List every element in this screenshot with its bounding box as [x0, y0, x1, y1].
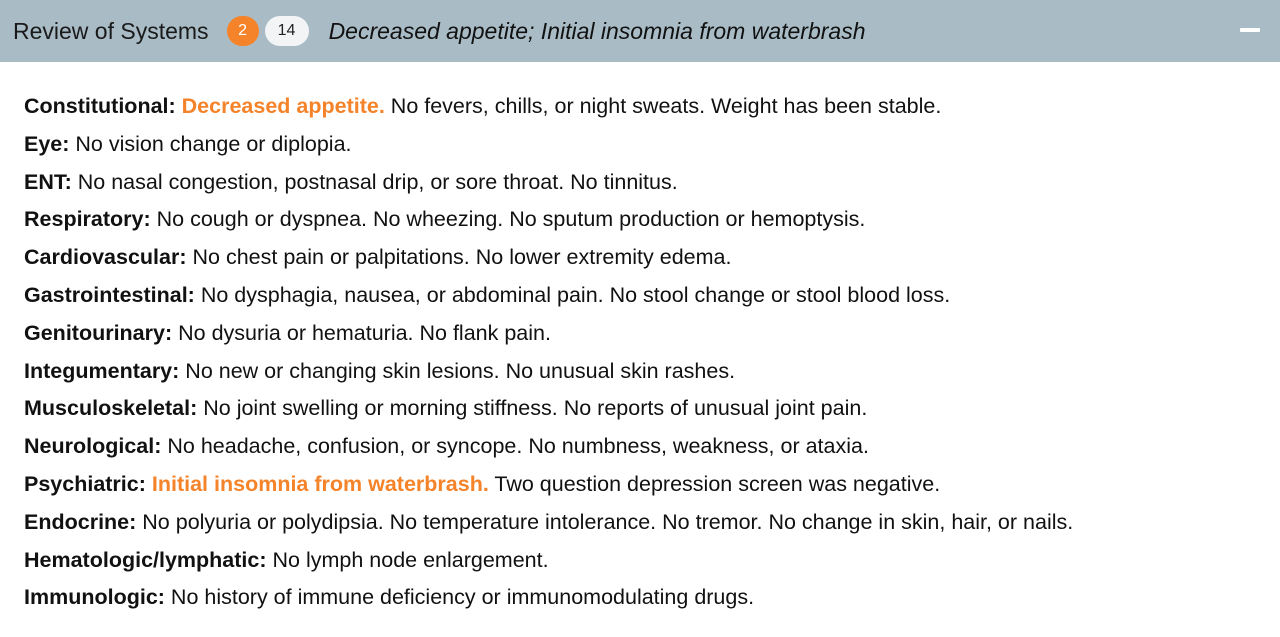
systems-list	[0, 62, 1280, 617]
system-label: Genitourinary:	[24, 320, 173, 345]
system-text: No headache, confusion, or syncope. No numbness, weakness, or ataxia.	[167, 434, 869, 459]
system-label: Eye:	[24, 131, 70, 156]
system-row-respiratory	[24, 201, 1280, 239]
system-text: No vision change or diplopia.	[75, 131, 352, 156]
system-label: Gastrointestinal:	[24, 282, 195, 307]
panel-header[interactable]	[0, 0, 1280, 62]
system-text: No lymph node enlargement.	[272, 547, 549, 572]
system-text: No dysuria or hematuria. No flank pain.	[178, 320, 551, 345]
positive-finding: Initial insomnia from waterbrash.	[151, 471, 489, 496]
system-text: No polyuria or polydipsia. No temperature intolerance. No tremor. No change in skin, hair, or nails.	[142, 509, 1074, 534]
system-text: No chest pain or palpitations. No lower extremity edema.	[192, 245, 732, 270]
system-label: Psychiatric:	[24, 471, 146, 496]
system-row-musculoskeletal	[24, 390, 1280, 428]
collapse-button[interactable]	[1240, 22, 1260, 38]
system-row-neurological	[24, 428, 1280, 466]
system-row-genitourinary	[24, 315, 1280, 353]
system-label: Cardiovascular:	[24, 245, 187, 270]
system-label: Respiratory:	[24, 207, 151, 232]
system-row-constitutional	[24, 88, 1280, 126]
system-text: No history of immune deficiency or immunomodulating drugs.	[170, 585, 755, 610]
system-row-ent	[24, 164, 1280, 202]
system-label: Musculoskeletal:	[24, 396, 198, 421]
positive-finding: Decreased appetite.	[181, 94, 385, 118]
system-row-cardiovascular	[24, 239, 1280, 277]
system-text: No joint swelling or morning stiffness. No reports of unusual joint pain.	[203, 396, 868, 421]
system-row-endocrine	[24, 504, 1280, 542]
system-row-integumentary	[24, 353, 1280, 391]
system-label: Immunologic:	[24, 585, 165, 610]
system-text: Two question depression screen was negative.	[494, 471, 941, 496]
system-label: Integumentary:	[24, 358, 180, 383]
minus-icon	[1240, 28, 1260, 32]
system-text: No cough or dyspnea. No wheezing. No sputum production or hemoptysis.	[156, 207, 866, 232]
system-row-gastrointestinal	[24, 277, 1280, 315]
system-text: No nasal congestion, postnasal drip, or sore throat. No tinnitus.	[77, 169, 678, 194]
system-row-eye	[24, 126, 1280, 164]
system-label: Neurological:	[24, 434, 162, 459]
system-text: No fevers, chills, or night sweats. Weight has been stable.	[390, 94, 942, 118]
system-label: Endocrine:	[24, 509, 137, 534]
panel-title: Review of Systems	[13, 17, 209, 44]
system-row-hematologic-lymphatic	[24, 542, 1280, 580]
system-label: Constitutional:	[24, 94, 176, 118]
system-text: No dysphagia, nausea, or abdominal pain. No stool change or stool blood loss.	[200, 282, 951, 307]
positive-count-badge: 2	[227, 16, 259, 46]
positive-findings-summary: Decreased appetite; Initial insomnia from waterbrash	[328, 17, 866, 44]
system-text: No new or changing skin lesions. No unusual skin rashes.	[185, 358, 736, 383]
system-label: Hematologic/lymphatic:	[24, 547, 267, 572]
system-row-immunologic	[24, 579, 1280, 617]
system-row-psychiatric	[24, 466, 1280, 504]
total-count-badge: 14	[265, 16, 309, 46]
system-label: ENT:	[24, 169, 72, 194]
